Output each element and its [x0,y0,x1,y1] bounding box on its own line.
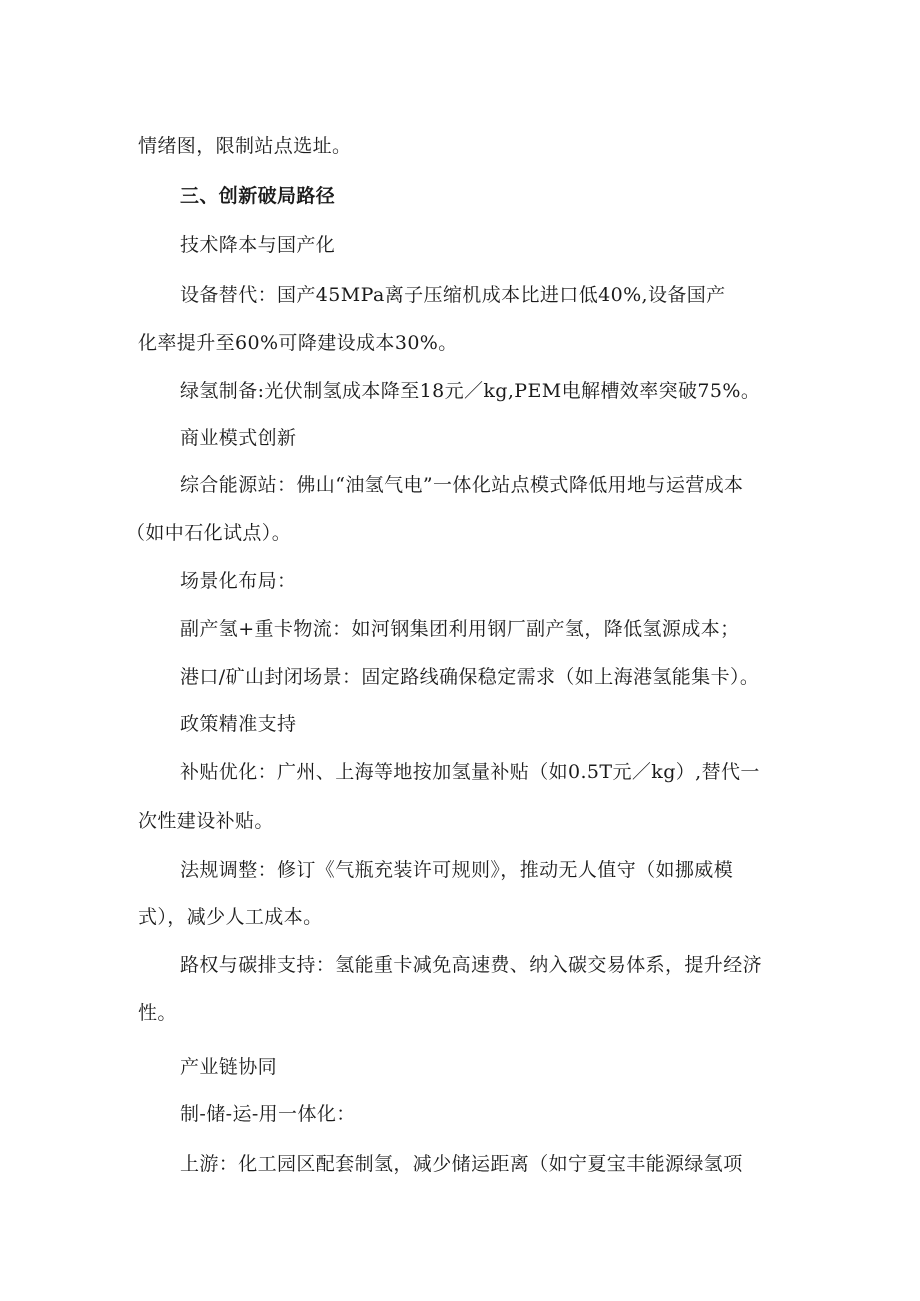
paragraph-line: 上游：化工园区配套制氢，减少储运距离（如宁夏宝丰能源绿氢项 [180,1153,743,1175]
paragraph-line: 化率提升至60%可降建设成本30%。 [138,332,458,354]
paragraph-line: 综合能源站：佛山“油氢气电”一体化站点模式降低用地与运营成本 [180,474,744,496]
paragraph-line: 情绪图，限制站点选址。 [138,135,352,157]
subsection-heading: 产业链协同 [180,1056,278,1078]
paragraph-line: 路权与碳排支持：氢能重卡减免高速费、纳入碳交易体系，提升经济 [180,954,763,976]
paragraph-line: 式），减少人工成本。 [138,906,323,928]
paragraph-line: 法规调整：修订《气瓶充装许可规则》，推动无人值守（如挪威模 [180,859,734,881]
paragraph-line: 港口/矿山封闭场景：固定路线确保稳定需求（如上海港氢能集卡）。 [180,666,760,688]
paragraph-line: 设备替代：国产45MPa离子压缩机成本比进口低40%,设备国产 [180,284,726,306]
paragraph-line: 补贴优化：广州、上海等地按加氢量补贴（如0.5T元／kg）,替代一 [180,761,760,783]
paragraph-line: 制-储-运-用一体化： [180,1103,356,1125]
section-heading: 三、创新破局路径 [180,185,336,207]
paragraph-line: 性。 [138,1002,177,1024]
subsection-heading: 商业模式创新 [180,427,297,449]
subsection-heading: 技术降本与国产化 [180,234,336,256]
paragraph-line: 绿氢制备:光伏制氢成本降至18元／kg,PEM电解槽效率突破75%。 [180,380,761,402]
subsection-heading: 场景化布局： [180,570,297,592]
paragraph-line: （如中石化试点）。 [126,522,292,544]
paragraph-line: 副产氢+重卡物流：如河钢集团利用钢厂副产氢，降低氢源成本； [180,618,740,640]
subsection-heading: 政策精准支持 [180,713,297,735]
paragraph-line: 次性建设补贴。 [138,810,274,832]
